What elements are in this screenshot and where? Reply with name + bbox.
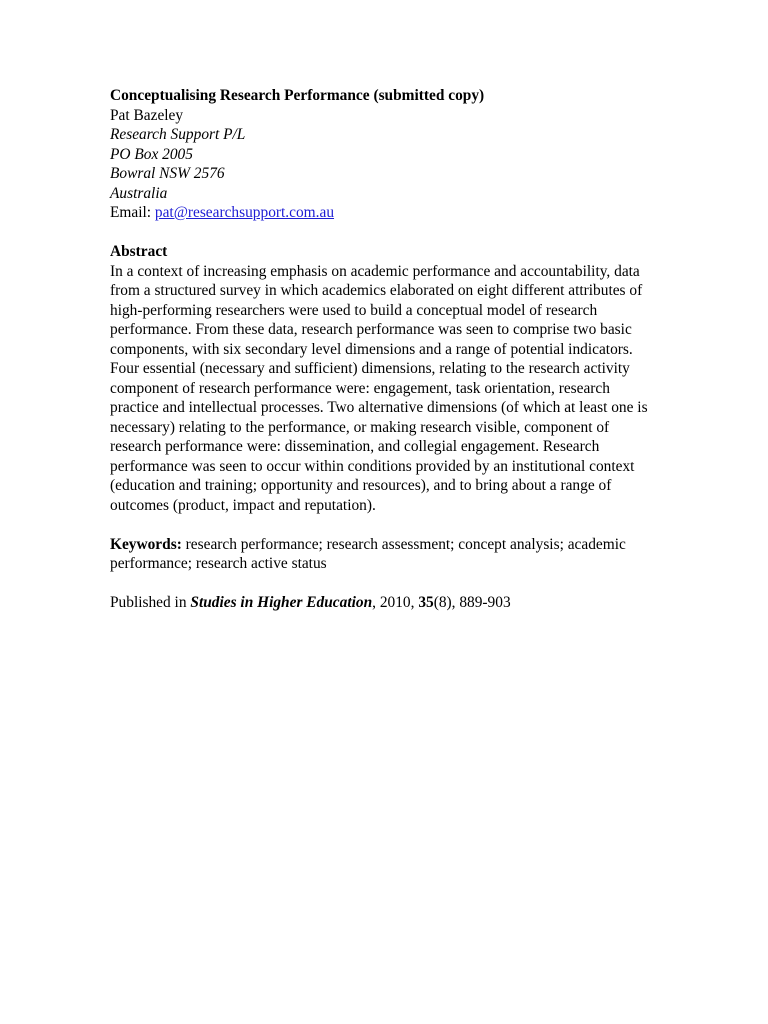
author-name: Pat Bazeley: [110, 106, 184, 124]
publication-year: , 2010,: [372, 594, 419, 611]
abstract-line: research performance were: dissemination, and collegial engagement. Research: [110, 438, 600, 455]
journal-name: Studies in Higher Education: [190, 594, 373, 611]
publication-line: [110, 593, 655, 613]
abstract-line: components, with six secondary level dimensions and a range of potential indicators.: [110, 340, 633, 358]
publication-prefix: Published in: [110, 594, 191, 611]
keywords-line: [110, 535, 655, 555]
paper-title: Conceptualising Research Performance (submitted copy): [110, 87, 485, 104]
abstract-body: [110, 262, 655, 516]
keywords-line-2: performance; research active status: [110, 555, 327, 572]
affiliation-line: Bowral NSW 2576: [110, 165, 225, 182]
abstract-line: from a structured survey in which academics elaborated on eight different attributes of: [110, 282, 643, 299]
affiliation-line: Research Support P/L: [110, 126, 246, 143]
keywords-text: research performance; research assessment; concept analysis; academic: [181, 535, 626, 553]
abstract-line: outcomes (product, impact and reputation).: [110, 496, 376, 514]
email-label: Email:: [110, 204, 155, 221]
abstract-line: Four essential (necessary and sufficient) dimensions, relating to the research activity: [110, 360, 630, 377]
paper-page: [110, 86, 655, 613]
abstract-line: (education and training; opportunity and resources), and to bring about a range of: [110, 477, 612, 494]
publication-rest: (8), 889-903: [433, 594, 511, 611]
abstract-line: high-performing researchers were used to build a conceptual model of research: [110, 301, 598, 319]
email-line: [110, 203, 655, 223]
abstract-line: performance. From these data, research performance was seen to comprise two basic: [110, 321, 632, 338]
abstract-line: component of research performance were: engagement, task orientation, research: [110, 379, 610, 397]
abstract-line: In a context of increasing emphasis on academic performance and accountability, data: [110, 262, 640, 280]
spacer: [110, 223, 655, 243]
journal-volume: 35: [418, 594, 434, 611]
abstract-line: necessary) relating to the performance, or making research visible, component of: [110, 418, 610, 436]
affiliation-line: Australia: [110, 184, 168, 202]
spacer: [110, 515, 655, 535]
abstract-line: practice and intellectual processes. Two alternative dimensions (of which at least one is: [110, 399, 648, 416]
email-link[interactable]: pat@researchsupport.com.au: [154, 204, 335, 221]
keywords-label: Keywords:: [110, 535, 182, 553]
affiliation-line: PO Box 2005: [110, 145, 193, 163]
abstract-line: performance was seen to occur within conditions provided by an institutional context: [110, 457, 635, 475]
spacer: [110, 574, 655, 594]
abstract-heading: Abstract: [110, 243, 168, 260]
